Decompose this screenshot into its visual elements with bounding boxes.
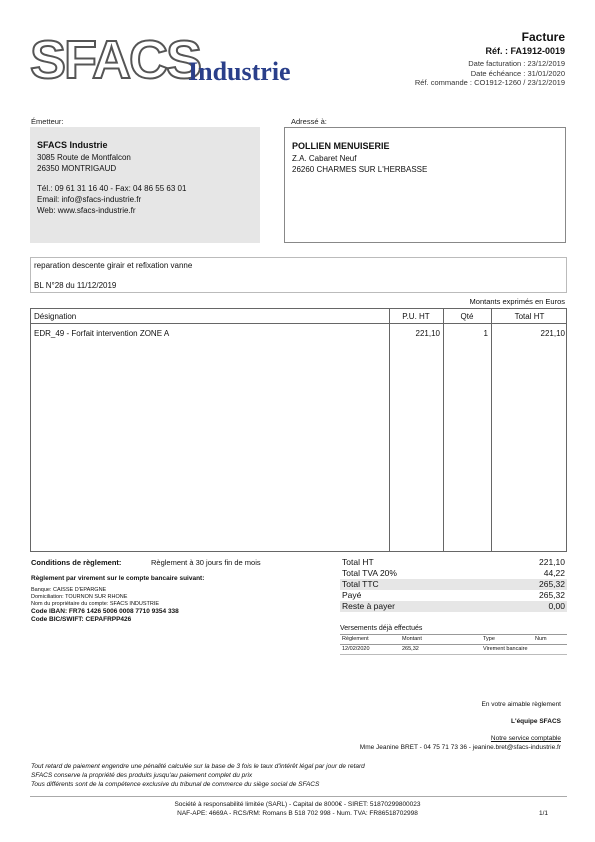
object-line2: BL N°28 du 11/12/2019: [34, 281, 117, 290]
closing-team: L'équipe SFACS: [511, 718, 561, 725]
recipient-box: [284, 127, 566, 243]
object-line1: reparation descente girair et refixation vanne: [34, 261, 193, 270]
bank-iban: Code IBAN: FR76 1426 5006 0008 7710 9354 338: [31, 608, 179, 615]
footer-line2: NAF-APE: 4669A - RCS/RM: Romans B 518 702 998 - Num. TVA: FR86518702998: [177, 810, 418, 817]
invoice-lines-table: [30, 308, 567, 552]
payments-col-montant: Montant: [402, 636, 422, 642]
closing-contact: Mme Jeanine BRET - 04 75 71 73 36 - jeanine.bret@sfacs-industrie.fr: [359, 744, 561, 751]
remaining-value: 0,00: [548, 601, 565, 611]
remaining-row: [340, 601, 567, 612]
total-tva-row: [340, 568, 567, 579]
emitter-email: Email: info@sfacs-industrie.fr: [37, 195, 142, 204]
line-qty: 1: [483, 329, 488, 338]
payments-col-reglement: Règlement: [342, 636, 369, 642]
bank-bic: Code BIC/SWIFT: CEPAFRPP426: [31, 616, 132, 623]
closing-greeting: En votre aimable règlement: [481, 701, 561, 708]
emitter-web: Web: www.sfacs-industrie.fr: [37, 206, 136, 215]
emitter-box: [30, 127, 260, 243]
legal-line1: Tout retard de paiement engendre une pénalité calculée sur la base de 3 fois le taux d'intérêt légal par jour de retard: [31, 763, 365, 770]
recipient-address1: Z.A. Cabaret Neuf: [292, 154, 357, 163]
total-ttc-label: Total TTC: [342, 579, 379, 589]
emitter-tel: Tél.: 09 61 31 16 40 - Fax: 04 86 55 63 01: [37, 184, 187, 193]
recipient-label: Adressé à:: [291, 117, 327, 126]
line-designation: EDR_49 - Forfait intervention ZONE A: [34, 329, 170, 338]
total-ht-value: 221,10: [539, 557, 565, 567]
closing-service: Notre service comptable: [490, 735, 561, 742]
payments-header-row: [340, 634, 567, 645]
recipient-address2: 26260 CHARMES SUR L'HERBASSE: [292, 165, 428, 174]
ref-commande: Réf. commande : CO1912-1260 / 23/12/2019: [414, 78, 565, 87]
line-pu: 221,10: [415, 329, 440, 338]
total-ht-label: Total HT: [342, 557, 374, 567]
payment-type: Virement bancaire: [483, 646, 528, 652]
total-tva-label: Total TVA 20%: [342, 568, 397, 578]
total-ttc-row: [340, 579, 567, 590]
paid-label: Payé: [342, 590, 362, 600]
footer-line1: Société à responsabilité limitée (SARL) - Capital de 8000€ - SIRET: 51870299800023: [174, 801, 421, 808]
bank-details: [31, 587, 179, 624]
paid-row: [340, 590, 567, 601]
paid-value: 265,32: [539, 590, 565, 600]
footer-divider: [30, 796, 567, 797]
virement-label: Règlement par virement sur le compte bancaire suivant:: [31, 575, 205, 582]
conditions-label: Conditions de règlement:: [31, 558, 122, 567]
legal-notice: [31, 762, 365, 789]
payments-row: [340, 645, 567, 655]
payments-col-type: Type: [483, 636, 495, 642]
bank-owner: Nom du propriétaire du compte: SFACS INDUSTRIE: [31, 601, 160, 607]
emitter-label: Émetteur:: [31, 117, 64, 126]
emitter-address2: 26350 MONTRIGAUD: [37, 164, 117, 173]
logo-sfacs: SFACS: [30, 30, 201, 88]
legal-line3: Tous différents sont de la compétence exclusive du tribunal de commerce du siège social de SFACS: [31, 781, 320, 788]
total-ht-row: [340, 557, 567, 568]
payments-table: [340, 634, 567, 655]
total-tva-value: 44,22: [543, 568, 565, 578]
remaining-label: Reste à payer: [342, 601, 395, 611]
invoice-title: Facture: [521, 30, 565, 44]
currency-note: Montants exprimés en Euros: [469, 297, 565, 306]
payment-amount: 265,32: [402, 646, 419, 652]
payments-col-num: Num: [535, 636, 547, 642]
emitter-name: SFACS Industrie: [37, 140, 108, 150]
date-echeance: Date échéance : 31/01/2020: [470, 68, 565, 78]
bank-name: Banque: CAISSE D'EPARGNE: [31, 587, 107, 593]
line-total: 221,10: [540, 329, 565, 338]
invoice-header: [305, 30, 565, 88]
col-qty: Qté: [460, 312, 474, 321]
emitter-address1: 3085 Route de Montfalcon: [37, 153, 131, 162]
col-total: Total HT: [514, 312, 545, 321]
invoice-ref: Réf. : FA1912-0019: [485, 46, 565, 56]
total-ttc-value: 265,32: [539, 579, 565, 589]
logo-industrie: Industrie: [188, 57, 291, 86]
company-logo: [30, 30, 330, 88]
col-pu: P.U. HT: [402, 312, 430, 321]
conditions-value: Règlement à 30 jours fin de mois: [151, 558, 261, 567]
payments-title: Versements déjà effectués: [340, 625, 423, 632]
page-number: 1/1: [538, 810, 548, 817]
legal-line2: SFACS conserve la propriété des produits jusqu'au paiement complet du prix: [31, 772, 253, 779]
date-facturation: Date facturation : 23/12/2019: [468, 59, 565, 68]
recipient-name: POLLIEN MENUISERIE: [292, 141, 390, 151]
col-designation: Désignation: [34, 312, 77, 321]
bank-domiciliation: Domiciliation: TOURNON SUR RHONE: [31, 594, 128, 600]
invoice-object: [30, 257, 567, 293]
payment-date: 12/02/2020: [342, 646, 370, 652]
